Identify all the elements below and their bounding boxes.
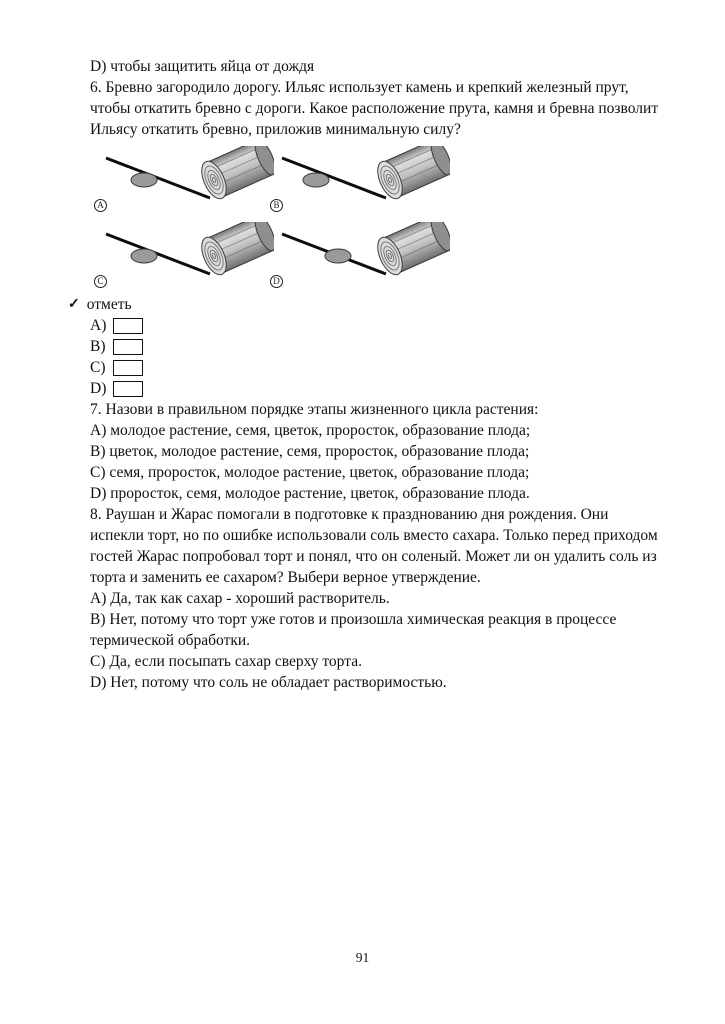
question-7-option-b: B) цветок, молодое растение, семя, проросток, образование плода;: [90, 443, 530, 460]
figure-label-b: B: [270, 199, 283, 212]
log: [197, 146, 274, 202]
lever-log-illustration-c: [104, 222, 274, 292]
lever-log-illustration-d: [280, 222, 450, 292]
lever-log-illustration-b: [280, 146, 450, 216]
lever-line: [106, 158, 210, 198]
log: [373, 222, 450, 278]
mark-instruction-label: отметь: [86, 296, 132, 313]
log: [373, 146, 450, 202]
question-8-option-a: A) Да, так как сахар - хороший растворитель.: [90, 590, 390, 607]
lever-line: [106, 234, 210, 274]
fulcrum-stone: [131, 173, 157, 187]
figure-option-d: [270, 222, 446, 292]
answer-checkbox-c[interactable]: [113, 360, 143, 376]
question-8-option-d: D) Нет, потому что соль не обладает растворимостью.: [90, 674, 447, 691]
figure-option-a: [94, 146, 270, 216]
answer-row-a: [90, 315, 664, 336]
fulcrum-stone: [325, 249, 351, 263]
answer-row-d: [90, 378, 664, 399]
question-7-text: 7. Назови в правильном порядке этапы жизненного цикла растения:: [90, 401, 539, 418]
mark-instruction-row: [68, 294, 664, 315]
fulcrum-stone: [303, 173, 329, 187]
answer-checkbox-a[interactable]: [113, 318, 143, 334]
question-5-option-d: D) чтобы защитить яйца от дождя: [90, 58, 315, 75]
question-7-option-a: A) молодое растение, семя, цветок, проросток, образование плода;: [90, 422, 531, 439]
answer-label-d: D): [90, 380, 107, 397]
question-8-option-b: B) Нет, потому что торт уже готов и произошла химическая реакция в процессе термической обработки.: [90, 611, 617, 649]
question-8-option-c: C) Да, если посыпать сахар сверху торта.: [90, 653, 362, 670]
page-content: [68, 56, 664, 693]
question-8-text: 8. Раушан и Жарас помогали в подготовке к празднованию дня рождения. Они испекли торт, но по ошибке использовали соль вместо сахара. Только перед приходом гостей Жарас попробовал торт и понял, что он соленый. Может ли он удалить соль из торта и заменить ее сахаром? Выбери верное утверждение.: [90, 506, 658, 586]
answer-row-c: [90, 357, 664, 378]
fulcrum-stone: [131, 249, 157, 263]
question-6-text: 6. Бревно загородило дорогу. Ильяс использует камень и крепкий железный прут, чтобы откатить бревно с дороги. Какое расположение прута, камня и бревна позволит Ильясу откатить бревно, приложив минимальную силу?: [90, 79, 659, 138]
question-7-option-c: C) семя, проросток, молодое растение, цветок, образование плода;: [90, 464, 530, 481]
answer-checkbox-b[interactable]: [113, 339, 143, 355]
page-number: 91: [355, 950, 370, 965]
lever-line: [282, 158, 386, 198]
checkmark-icon: ✓: [68, 297, 80, 312]
log: [197, 222, 274, 278]
question-6-answers: [90, 315, 664, 399]
figure-label-d: D: [270, 275, 283, 288]
answer-checkbox-d[interactable]: [113, 381, 143, 397]
answer-row-b: [90, 336, 664, 357]
lever-log-illustration-a: [104, 146, 274, 216]
question-7-option-d: D) проросток, семя, молодое растение, цветок, образование плода.: [90, 485, 530, 502]
figure-option-c: [94, 222, 270, 292]
figure-label-a: A: [94, 199, 107, 212]
figure-option-b: [270, 146, 446, 216]
figure-label-c: C: [94, 275, 107, 288]
answer-label-b: B): [90, 338, 106, 355]
answer-label-a: A): [90, 317, 107, 334]
answer-label-c: C): [90, 359, 106, 376]
question-6-figures: [94, 146, 664, 292]
